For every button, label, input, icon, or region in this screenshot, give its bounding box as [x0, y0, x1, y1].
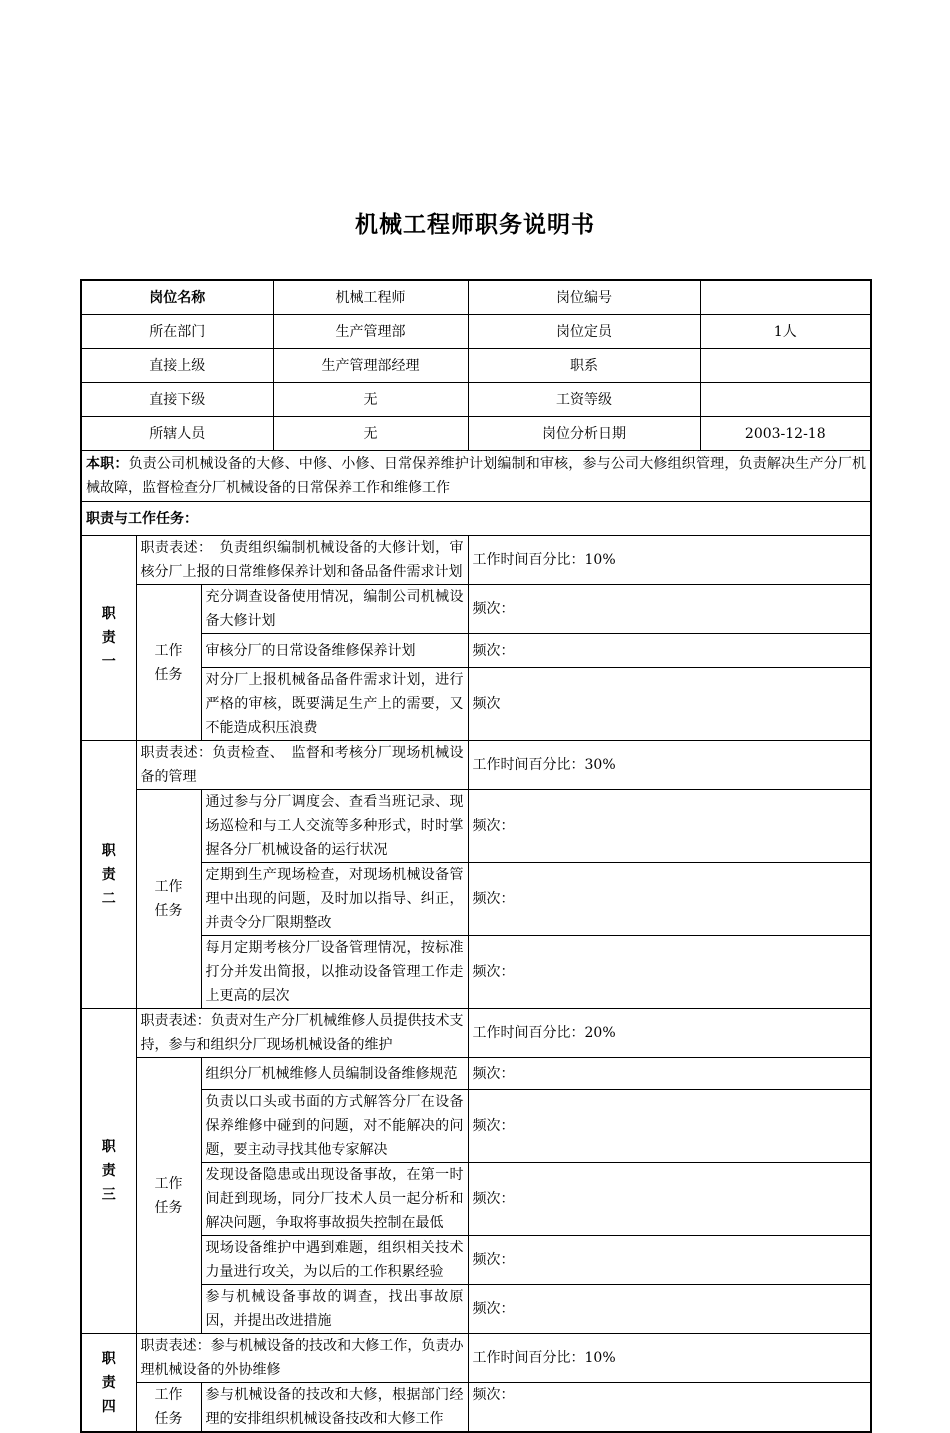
info-value: 无 — [273, 383, 468, 417]
info-value: 2003-12-18 — [700, 417, 871, 451]
document-title: 机械工程师职务说明书 — [355, 212, 595, 238]
info-label: 职系 — [468, 349, 700, 383]
duty-statement-row — [81, 1009, 871, 1058]
benzhi-text: 负责公司机械设备的大修、中修、小修、日常保养维护计划编制和审核，参与公司大修组织管理，负责解决生产分厂机械故障，监督检查分厂机械设备的日常保养工作和维修工作 — [86, 456, 867, 496]
info-value — [700, 280, 871, 315]
info-label: 岗位分析日期 — [468, 417, 700, 451]
section-header: 职责与工作任务： — [81, 502, 871, 536]
task-frequency: 频次： — [468, 1058, 871, 1090]
task-row — [81, 1058, 871, 1090]
task-frequency: 频次： — [468, 1383, 871, 1433]
task-text: 充分调查设备使用情况，编制公司机械设备大修计划 — [201, 585, 468, 634]
info-label: 所辖人员 — [81, 417, 273, 451]
duty-name: 职 责 四 — [81, 1334, 136, 1433]
task-text: 对分厂上报机械备品备件需求计划，进行严格的审核，既要满足生产上的需要，又不能造成积压浪费 — [201, 668, 468, 741]
task-text: 每月定期考核分厂设备管理情况，按标准打分并发出简报，以推动设备管理工作走上更高的层次 — [201, 936, 468, 1009]
info-value: 1人 — [700, 315, 871, 349]
info-value — [700, 383, 871, 417]
info-value: 生产管理部 — [273, 315, 468, 349]
benzhi-cell — [81, 451, 871, 502]
task-row — [81, 1383, 871, 1433]
info-label: 所在部门 — [81, 315, 273, 349]
duty-percent: 工作时间百分比：20% — [468, 1009, 871, 1058]
info-label: 岗位定员 — [468, 315, 700, 349]
benzhi-label: 本职： — [86, 456, 129, 472]
task-text: 定期到生产现场检查，对现场机械设备管理中出现的问题，及时加以指导、纠正，并责令分厂限期整改 — [201, 863, 468, 936]
duty-statement: 职责表述：参与机械设备的技改和大修工作，负责办理机械设备的外协维修 — [136, 1334, 468, 1383]
task-row — [81, 790, 871, 863]
info-label: 岗位名称 — [81, 280, 273, 315]
task-frequency: 频次 — [468, 668, 871, 741]
task-text: 审核分厂的日常设备维修保养计划 — [201, 634, 468, 668]
duty-statement-row — [81, 1334, 871, 1383]
task-frequency: 频次： — [468, 585, 871, 634]
info-label: 岗位编号 — [468, 280, 700, 315]
info-row — [81, 349, 871, 383]
task-text: 发现设备隐患或出现设备事故，在第一时间赶到现场，同分厂技术人员一起分析和解决问题，争取将事故损失控制在最低 — [201, 1163, 468, 1236]
duty-statement: 职责表述：负责检查、 监督和考核分厂现场机械设备的管理 — [136, 741, 468, 790]
section-header-row — [81, 502, 871, 536]
task-frequency: 频次： — [468, 1236, 871, 1285]
job-description-table — [80, 279, 872, 1433]
task-frequency: 频次： — [468, 863, 871, 936]
info-value: 生产管理部经理 — [273, 349, 468, 383]
task-frequency: 频次： — [468, 1090, 871, 1163]
work-tasks-label: 工作 任务 — [136, 790, 201, 1009]
duty-percent: 工作时间百分比：10% — [468, 536, 871, 585]
info-row — [81, 280, 871, 315]
task-frequency: 频次： — [468, 936, 871, 1009]
duty-name: 职 责 三 — [81, 1009, 136, 1334]
task-text: 参与机械设备事故的调查，找出事故原因，并提出改进措施 — [201, 1285, 468, 1334]
info-row — [81, 383, 871, 417]
info-label: 直接下级 — [81, 383, 273, 417]
task-frequency: 频次： — [468, 1163, 871, 1236]
work-tasks-label: 工作 任务 — [136, 1383, 201, 1433]
duty-percent: 工作时间百分比：10% — [468, 1334, 871, 1383]
duty-statement-row — [81, 741, 871, 790]
info-row — [81, 417, 871, 451]
info-label: 直接上级 — [81, 349, 273, 383]
duty-statement: 职责表述： 负责组织编制机械设备的大修计划，审核分厂上报的日常维修保养计划和备品备件需求计划 — [136, 536, 468, 585]
task-frequency: 频次： — [468, 790, 871, 863]
task-frequency: 频次： — [468, 1285, 871, 1334]
duty-name: 职 责 二 — [81, 741, 136, 1009]
task-frequency: 频次： — [468, 634, 871, 668]
duty-statement: 职责表述：负责对生产分厂机械维修人员提供技术支持，参与和组织分厂现场机械设备的维护 — [136, 1009, 468, 1058]
info-value — [700, 349, 871, 383]
task-row — [81, 585, 871, 634]
duty-statement-row — [81, 536, 871, 585]
task-text: 参与机械设备的技改和大修，根据部门经理的安排组织机械设备技改和大修工作 — [201, 1383, 468, 1433]
info-label: 工资等级 — [468, 383, 700, 417]
duty-name: 职 责 一 — [81, 536, 136, 741]
task-text: 组织分厂机械维修人员编制设备维修规范 — [201, 1058, 468, 1090]
info-row — [81, 315, 871, 349]
task-text: 现场设备维护中遇到难题，组织相关技术力量进行攻关，为以后的工作积累经验 — [201, 1236, 468, 1285]
work-tasks-label: 工作 任务 — [136, 1058, 201, 1334]
duty-percent: 工作时间百分比：30% — [468, 741, 871, 790]
task-text: 负责以口头或书面的方式解答分厂在设备保养维修中碰到的问题，对不能解决的问题，要主动寻找其他专家解决 — [201, 1090, 468, 1163]
benzhi-row — [81, 451, 871, 502]
task-text: 通过参与分厂调度会、查看当班记录、现场巡检和与工人交流等多种形式，时时掌握各分厂机械设备的运行状况 — [201, 790, 468, 863]
info-value: 机械工程师 — [273, 280, 468, 315]
info-value: 无 — [273, 417, 468, 451]
work-tasks-label: 工作 任务 — [136, 585, 201, 741]
